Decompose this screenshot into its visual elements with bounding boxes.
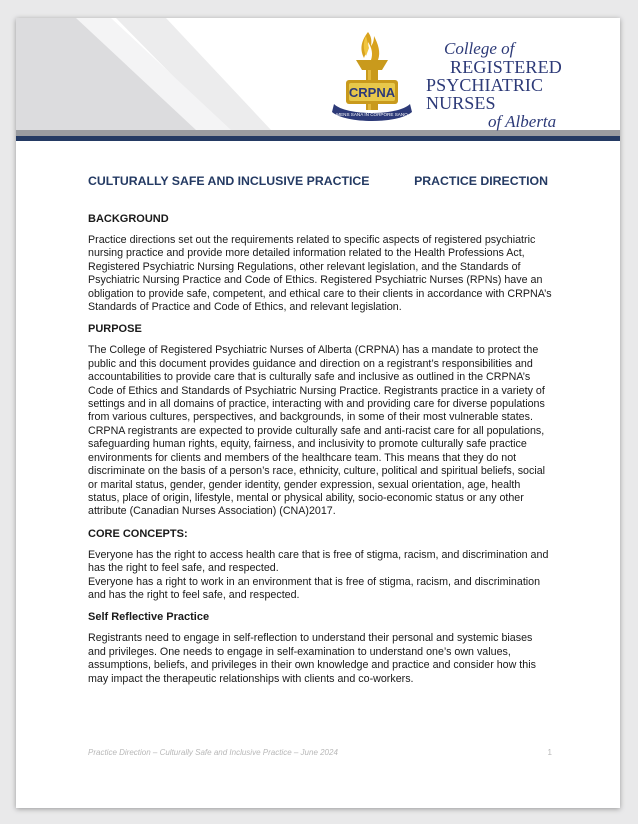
self-reflective-heading: Self Reflective Practice <box>88 611 210 624</box>
header-rule-navy <box>16 136 620 141</box>
document-header <box>88 174 548 188</box>
core-concepts-heading: CORE CONCEPTS: <box>88 527 188 540</box>
document-title: CULTURALLY SAFE AND INCLUSIVE PRACTICE <box>88 174 370 188</box>
crpna-torch-logo-icon <box>332 32 412 121</box>
background-heading: BACKGROUND <box>88 213 169 225</box>
purpose-paragraph: The College of Registered Psychiatric Nurses of Alberta (CRPNA) has a mandate to protect the public and this document provides guidance and direction on a registrant’s responsibilities and accountabilities to provide care that is culturally safe and inclusive as outlined in the CRPNA’s Code of Ethics and Standards of Psychiatric Nursing Practice. Registrants practice in a variety of settings and in all domains of practice, interacting with and providing care for diverse populations from various cultures, perspectives, and backgrounds, in some of their most vulnerable states. CRPNA registrants are expected to provide culturally safe and anti-racist care for all populations, safeguarding human rights, equity, fairness, and inclusivity to promote culturally safe practice environments for clients and members of the healthcare team. This means that they do not discriminate on the basis of a person’s race, ethnicity, culture, political and spiritual beliefs, social or marital status, gender, gender identity, gender expression, sexual orientation, age, health status, place of origin, lifestyle, mental or physical ability, socio-economic status or any other attribute (Canadian Nurses Association) (CNA)2017. <box>88 344 546 518</box>
logo-badge-text: CRPNA <box>348 85 396 100</box>
logo-wordmark <box>426 39 610 131</box>
core-concepts-paragraph-1: Everyone has the right to access health care that is free of stigma, racism, and discrimination and has the right to feel safe, and respected. <box>88 548 549 575</box>
logo-ribbon-text: MENS SANA IN CORPORE SANO <box>336 112 408 117</box>
logo-line-of-alberta: of Alberta <box>488 112 557 131</box>
core-concepts-paragraph-2: Everyone has a right to work in an environment that is free of stigma, racism, and discrimination and has the right to feel safe, and respected. <box>88 575 541 601</box>
footer-text: Practice Direction – Culturally Safe and Inclusive Practice – June 2024 <box>88 748 338 757</box>
document-type: PRACTICE DIRECTION <box>414 174 548 188</box>
document-page <box>16 18 620 808</box>
self-reflective-paragraph: Registrants need to engage in self-reflection to understand their personal and systemic biases and privileges. One needs to engage in self-examination to understand one’s own values, assumptions, beliefs, and privileges in their own knowledge and practice and consider how this may impact the therapeutic relationships with clients and co-workers. <box>88 632 536 685</box>
logo-line-psychiatric-nurses: PSYCHIATRIC NURSES <box>426 75 544 113</box>
document-body <box>88 212 552 694</box>
page-footer <box>88 748 552 757</box>
purpose-heading: PURPOSE <box>88 323 142 336</box>
logo-line-college-of: College of <box>444 39 515 58</box>
background-paragraph: Practice directions set out the requirements related to specific aspects of registered psychiatric nursing practice and provide more detailed information related to the Health Professions Act, Registered Psychiatric Nursing Regulations, other relevant legislation, and the Standards of Psychiatric Nursing Practice and Code of Ethics. Registered Psychiatric Nurses (RPNs) have an obligation to provide safe, competent, and ethical care to their clients in accordance with CRPNA’s Standards of Practice and Code of Ethics, and relevant legislation. <box>88 234 552 314</box>
logo-line-registered: REGISTERED <box>450 57 562 77</box>
page-number: 1 <box>547 748 552 757</box>
